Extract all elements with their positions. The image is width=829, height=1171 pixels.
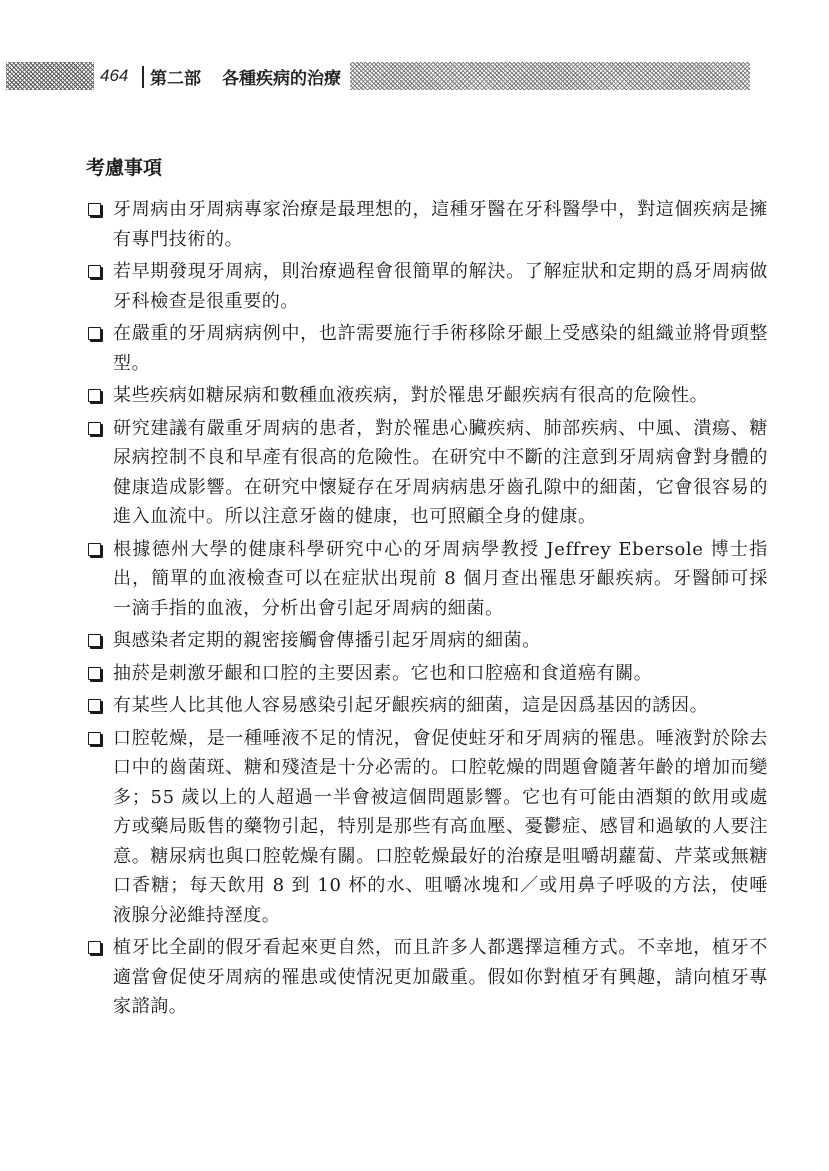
checkbox-icon	[88, 203, 101, 216]
checkbox-icon	[88, 422, 101, 435]
checkbox-icon	[88, 699, 101, 712]
list-item	[88, 257, 768, 316]
checkbox-icon	[88, 389, 101, 402]
header-pattern-right	[350, 62, 750, 90]
header-divider	[142, 66, 144, 88]
section-title: 考慮事項	[86, 157, 163, 179]
list-item-text: 根據德州大學的健康科學研究中心的牙周病學教授 Jeffrey Ebersole 博士指出，簡單的血液檢查可以在症狀出現前 8 個月查出罹患牙齦疾病。牙醫師可採一滴手指的血液，分析出會引起牙周病的細菌。	[113, 538, 768, 619]
list-item-text: 牙周病由牙周病專家治療是最理想的，這種牙醫在牙科醫學中，對這個疾病是擁有專門技術的。	[113, 199, 768, 250]
list-item-text: 在嚴重的牙周病病例中，也許需要施行手術移除牙齦上受感染的組織並將骨頭整型。	[113, 323, 768, 374]
checkbox-icon	[88, 543, 101, 556]
list-item-text: 研究建議有嚴重牙周病的患者，對於罹患心臟疾病、肺部疾病、中風、潰瘍、糖尿病控制不良和早產有很高的危險性。在研究中不斷的注意到牙周病會對身體的健康造成影響。在研究中懷疑存在牙周病病患牙齒孔隙中的細菌，它會很容易的進入血流中。所以注意牙齒的健康，也可照顧全身的健康。	[113, 417, 768, 527]
list-item	[88, 319, 768, 378]
list-item-text: 口腔乾燥，是一種唾液不足的情況，會促使蛀牙和牙周病的罹患。唾液對於除去口中的齒菌斑、糖和殘渣是十分必需的。口腔乾燥的問題會隨著年齡的增加而變多；55 歲以上的人超過一半會被這個問題影響。它也有可能由酒類的飲用或處方或藥局販售的藥物引起，特別是那些有高血壓、憂鬱症、感冒和過敏的人要注意。糖尿病也與口腔乾燥有關。口腔乾燥最好的治療是咀嚼胡蘿蔔、芹菜或無糖口香糖；每天飲用 8 到 10 杯的水、咀嚼冰塊和／或用鼻子呼吸的方法，使唾液腺分泌維持溼度。	[113, 727, 768, 926]
list-item	[88, 195, 768, 254]
page-number: 464	[100, 66, 129, 85]
list-item-text: 與感染者定期的親密接觸會傳播引起牙周病的細菌。	[113, 630, 541, 651]
list-item	[88, 535, 768, 624]
part-label: 第二部	[150, 69, 201, 89]
list-item-text: 植牙比全副的假牙看起來更自然，而且許多人都選擇這種方式。不幸地，植牙不適當會促使牙周病的罹患或使情況更加嚴重。假如你對植牙有興趣，請向植牙專家諮詢。	[113, 937, 768, 1017]
list-item-text: 抽菸是刺激牙齦和口腔的主要因素。它也和口腔癌和食道癌有關。	[113, 662, 653, 684]
list-item	[88, 381, 768, 411]
list-item	[88, 724, 768, 931]
running-header	[0, 58, 829, 96]
checkbox-icon	[88, 265, 101, 278]
checkbox-icon	[88, 732, 101, 745]
checkbox-icon	[88, 667, 101, 680]
list-item-text: 若早期發現牙周病，則治療過程會很簡單的解決。了解症狀和定期的爲牙周病做牙科檢查是很重要的。	[113, 261, 768, 312]
list-item	[88, 691, 768, 721]
header-pattern-left	[6, 62, 94, 90]
list-item-text: 某些疾病如糖尿病和數種血液疾病，對於罹患牙齦疾病有很高的危險性。	[113, 385, 709, 406]
list-item	[88, 933, 768, 1022]
checkbox-icon	[88, 327, 101, 340]
list-item-text: 有某些人比其他人容易感染引起牙齦疾病的細菌，這是因爲基因的誘因。	[113, 695, 709, 716]
checkbox-icon	[88, 634, 101, 647]
list-item	[88, 626, 768, 656]
considerations-list	[88, 195, 768, 1025]
chapter-title: 各種疾病的治療	[218, 64, 347, 89]
checkbox-icon	[88, 941, 101, 954]
list-item	[88, 659, 768, 689]
list-item	[88, 414, 768, 532]
